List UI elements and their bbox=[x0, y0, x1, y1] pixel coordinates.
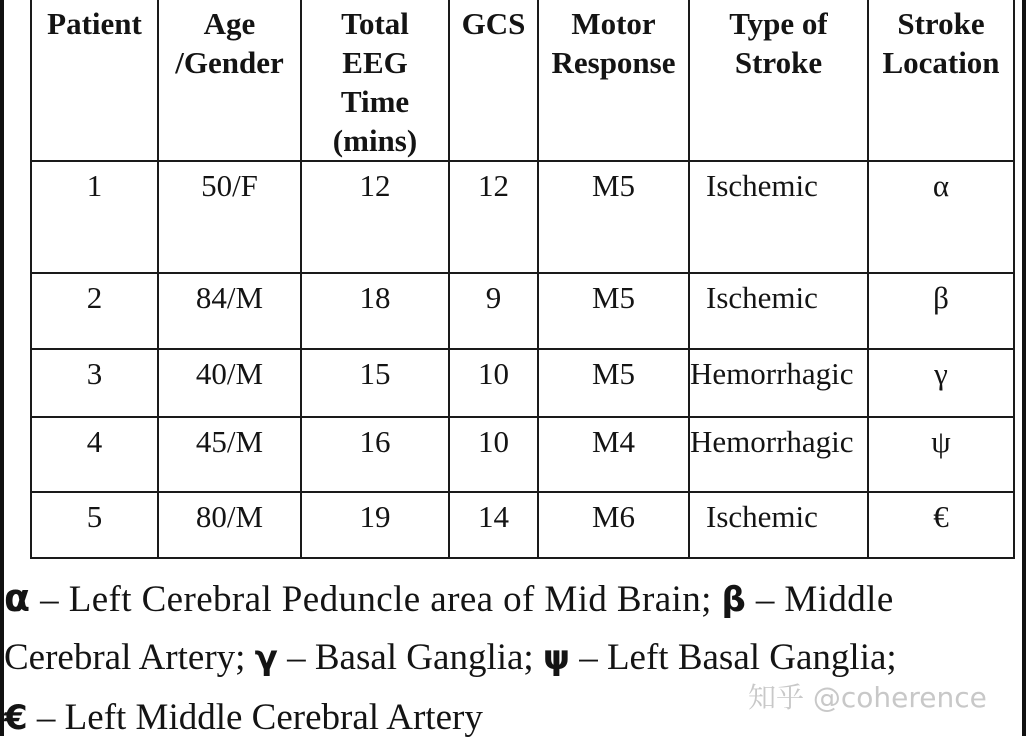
header-line: Total bbox=[341, 6, 409, 41]
legend-symbol-beta: β bbox=[721, 580, 747, 620]
cell-age-gender: 40/M bbox=[158, 349, 301, 417]
cell-location: α bbox=[868, 161, 1014, 273]
header-line: GCS bbox=[461, 6, 526, 41]
cell-gcs: 9 bbox=[449, 273, 538, 349]
legend-line-2 bbox=[4, 636, 1024, 679]
cell-age-gender: 50/F bbox=[158, 161, 301, 273]
cell-patient: 2 bbox=[31, 273, 158, 349]
cell-stroke-type: Ischemic bbox=[689, 161, 868, 273]
table-row bbox=[31, 273, 1014, 349]
cell-motor: M4 bbox=[538, 417, 689, 492]
header-line: Patient bbox=[47, 6, 142, 41]
legend-symbol-psi: ψ bbox=[542, 638, 570, 678]
cell-eeg-time: 18 bbox=[301, 273, 449, 349]
header-line: /Gender bbox=[175, 45, 284, 80]
cell-location: β bbox=[868, 273, 1014, 349]
cell-patient: 1 bbox=[31, 161, 158, 273]
cell-location: € bbox=[868, 492, 1014, 558]
cell-gcs: 12 bbox=[449, 161, 538, 273]
watermark: 知乎 @coherence bbox=[748, 681, 987, 714]
right-border bbox=[1022, 0, 1026, 736]
cell-age-gender: 80/M bbox=[158, 492, 301, 558]
legend-symbol-gamma: γ bbox=[254, 638, 278, 678]
header-line: Age bbox=[203, 6, 256, 41]
legend-symbol-euro: € bbox=[4, 698, 28, 738]
header-line: Motor bbox=[571, 6, 656, 41]
header-line: EEG bbox=[342, 45, 408, 80]
legend-text-alpha: – Left Cerebral Peduncle area of Mid Brain; bbox=[30, 579, 722, 620]
header-line: Stroke bbox=[734, 45, 823, 80]
legend-text-psi: – Left Basal Ganglia; bbox=[569, 637, 897, 678]
cell-motor: M5 bbox=[538, 349, 689, 417]
cell-stroke-type: Hemorrhagic bbox=[689, 349, 868, 417]
header-line: Response bbox=[551, 45, 676, 80]
cell-stroke-type: Hemorrhagic bbox=[689, 417, 868, 492]
cell-gcs: 10 bbox=[449, 349, 538, 417]
header-stroke-type bbox=[689, 0, 868, 161]
cell-stroke-type: Ischemic bbox=[689, 492, 868, 558]
header-eeg-time bbox=[301, 0, 449, 161]
table-row bbox=[31, 417, 1014, 492]
table-row bbox=[31, 161, 1014, 273]
cell-eeg-time: 12 bbox=[301, 161, 449, 273]
header-gcs bbox=[449, 0, 538, 161]
cell-location: γ bbox=[868, 349, 1014, 417]
table-header-row bbox=[31, 0, 1014, 161]
header-line: Stroke bbox=[897, 6, 985, 41]
header-stroke-location bbox=[868, 0, 1014, 161]
header-line: (mins) bbox=[332, 123, 418, 158]
cell-eeg-time: 19 bbox=[301, 492, 449, 558]
cell-gcs: 10 bbox=[449, 417, 538, 492]
cell-age-gender: 84/M bbox=[158, 273, 301, 349]
cell-eeg-time: 15 bbox=[301, 349, 449, 417]
header-age-gender bbox=[158, 0, 301, 161]
table-row bbox=[31, 492, 1014, 558]
legend-text-gamma: – Basal Ganglia; bbox=[277, 637, 543, 678]
legend-text-beta-cont: Cerebral Artery; bbox=[4, 637, 255, 678]
cell-gcs: 14 bbox=[449, 492, 538, 558]
legend-text-euro: – Left Middle Cerebral Artery bbox=[27, 697, 483, 738]
left-border bbox=[0, 0, 4, 736]
table-row bbox=[31, 349, 1014, 417]
legend-text-beta: – Middle bbox=[746, 579, 894, 620]
cell-patient: 3 bbox=[31, 349, 158, 417]
legend-line-1 bbox=[4, 576, 1024, 621]
header-line: Location bbox=[882, 45, 1000, 80]
cell-patient: 5 bbox=[31, 492, 158, 558]
header-patient bbox=[31, 0, 158, 161]
cell-motor: M6 bbox=[538, 492, 689, 558]
cell-patient: 4 bbox=[31, 417, 158, 492]
header-line: Type of bbox=[729, 6, 828, 41]
cell-age-gender: 45/M bbox=[158, 417, 301, 492]
header-motor-response bbox=[538, 0, 689, 161]
cell-stroke-type: Ischemic bbox=[689, 273, 868, 349]
cell-motor: M5 bbox=[538, 161, 689, 273]
cell-eeg-time: 16 bbox=[301, 417, 449, 492]
header-line: Time bbox=[340, 84, 410, 119]
cell-location: ψ bbox=[868, 417, 1014, 492]
legend-symbol-alpha: α bbox=[4, 576, 31, 620]
patient-table bbox=[30, 0, 1015, 559]
cell-motor: M5 bbox=[538, 273, 689, 349]
